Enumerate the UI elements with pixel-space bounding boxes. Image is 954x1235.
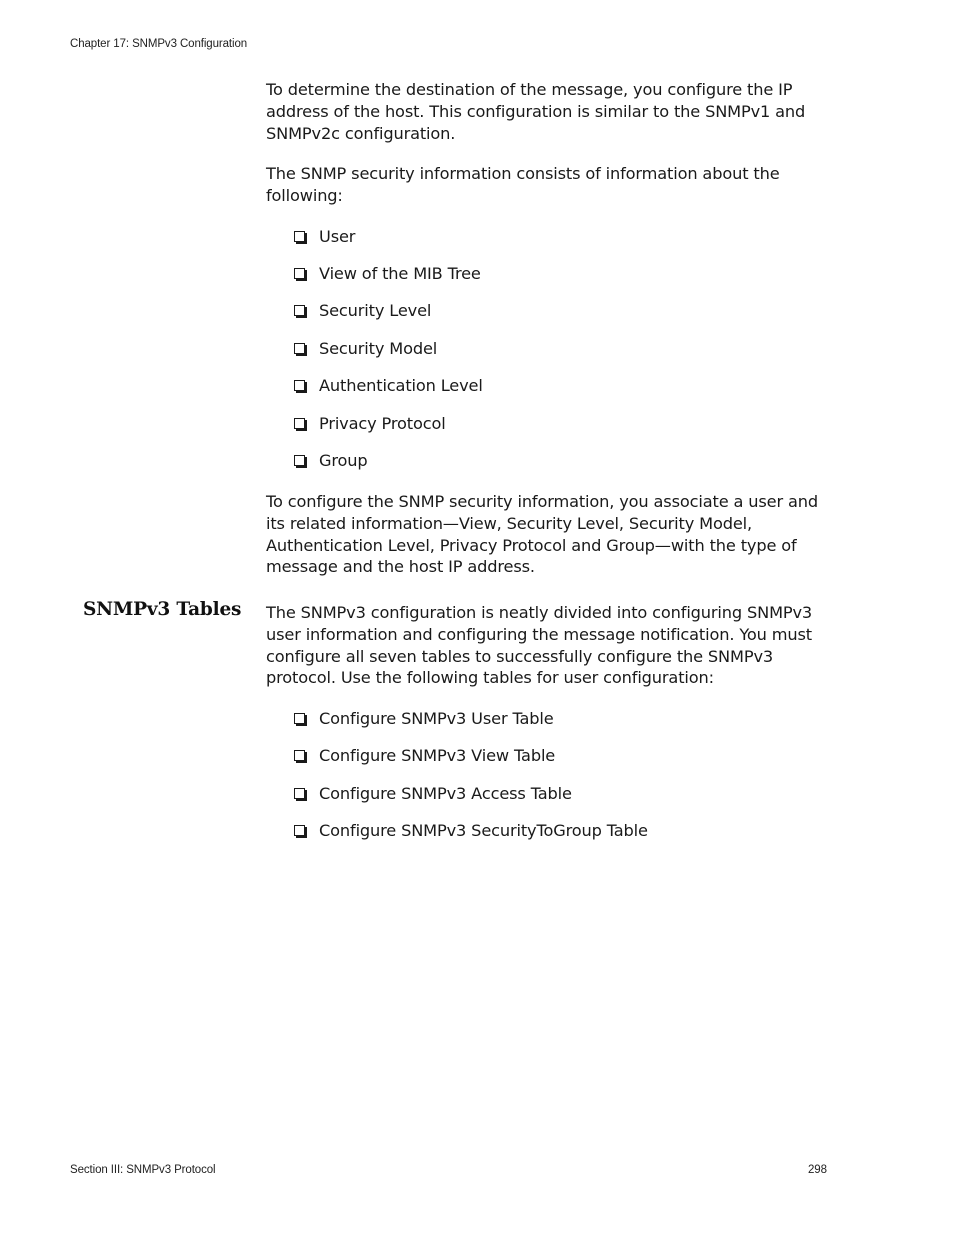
checkbox-bullet-icon [294, 418, 305, 429]
checkbox-bullet-icon [294, 455, 305, 466]
paragraph-configure-security: To configure the SNMP security information, you associate a user and its related information—View, Security Level, Security Model, Authentication Level, Privacy Protocol and Group—with the type of message and the host IP address. [266, 492, 818, 577]
list-item: Security Model [294, 339, 437, 359]
page-number: 298 [808, 1164, 827, 1176]
list-item: Configure SNMPv3 Access Table [294, 784, 572, 804]
list-item: Configure SNMPv3 User Table [294, 709, 554, 729]
list-item: User [294, 227, 355, 247]
list-item: Security Level [294, 301, 431, 321]
list-item: Group [294, 451, 368, 471]
section-heading: SNMPv3 Tables [83, 599, 242, 620]
list-item: Privacy Protocol [294, 414, 446, 434]
footer-section: Section III: SNMPv3 Protocol [70, 1164, 216, 1176]
checkbox-bullet-icon [294, 231, 305, 242]
checkbox-bullet-icon [294, 788, 305, 799]
checkbox-bullet-icon [294, 713, 305, 724]
paragraph-destination: To determine the destination of the message, you configure the IP address of the host. This configuration is similar to the SNMPv1 and SNMPv2c configuration. [266, 80, 806, 143]
list-item: Authentication Level [294, 376, 483, 396]
list-item: View of the MIB Tree [294, 264, 481, 284]
checkbox-bullet-icon [294, 750, 305, 761]
paragraph-snmpv3-tables: The SNMPv3 configuration is neatly divided into configuring SNMPv3 user information and configuring the message notification. You must configure all seven tables to successfully configure the SNMPv3 protocol. Use the following tables for user configuration: [266, 603, 813, 688]
checkbox-bullet-icon [294, 305, 305, 316]
checkbox-bullet-icon [294, 825, 305, 836]
list-item: Configure SNMPv3 SecurityToGroup Table [294, 821, 648, 841]
running-header: Chapter 17: SNMPv3 Configuration [70, 38, 248, 50]
checkbox-bullet-icon [294, 268, 305, 279]
checkbox-bullet-icon [294, 380, 305, 391]
paragraph-security-intro: The SNMP security information consists of information about the following: [266, 164, 780, 205]
checkbox-bullet-icon [294, 343, 305, 354]
list-item: Configure SNMPv3 View Table [294, 746, 555, 766]
